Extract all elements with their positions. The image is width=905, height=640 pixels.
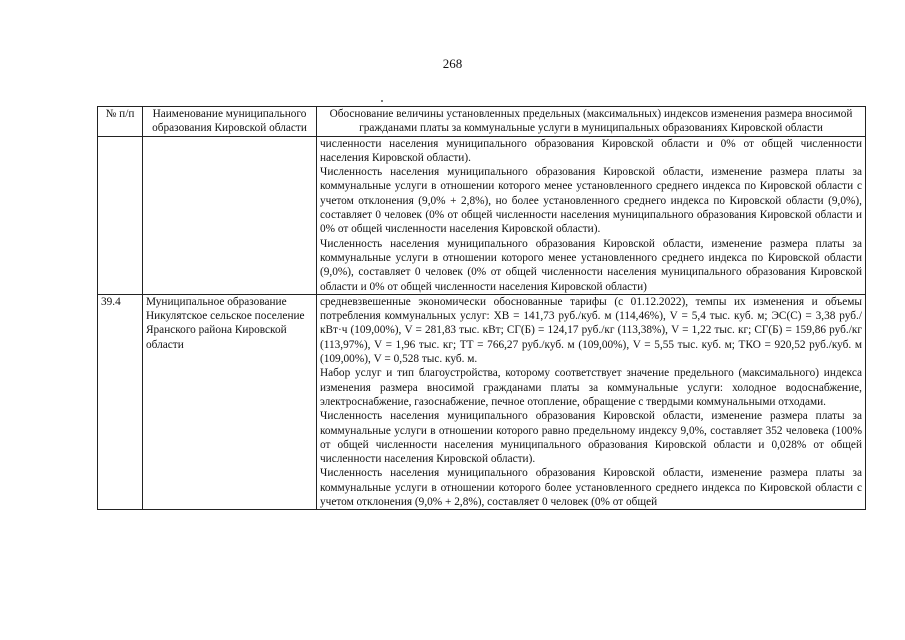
cell-municipality-name: Муниципальное образование Никулятское сельское поселение Яранского района Кировской области <box>143 294 317 509</box>
cell-justification <box>317 294 866 509</box>
paragraph: Численность населения муниципального образования Кировской области, изменение размера платы за коммунальные услуги в отношении которого менее установленного среднего индекса по Кировской области (9,0%), составляет 0 человек (0% от общей численности населения муниципального образования Кировской области и 0% от общей численности населения Кировской области) <box>320 237 862 293</box>
cell-name-empty <box>143 136 317 294</box>
header-municipality: Наименование муниципального образования Кировской области <box>143 107 317 137</box>
cell-number-empty <box>98 136 143 294</box>
table-header-row <box>98 107 866 137</box>
tariff-table <box>97 106 866 510</box>
table-row-continuation <box>98 136 866 294</box>
paragraph: Численность населения муниципального образования Кировской области, изменение размера платы за коммунальные услуги в отношении которого равно предельному индексу 9,0%, составляет 352 человека (100% от общей численности населения муниципального образования Кировской области и 0,028% от общей численности населения Кировской области). <box>320 410 862 466</box>
cell-number: 39.4 <box>98 294 143 509</box>
table-row-39-4 <box>98 294 866 509</box>
header-number: № п/п <box>98 107 143 137</box>
page-number: 268 <box>442 56 463 71</box>
paragraph: средневзвешенные экономически обоснованные тарифы (с 01.12.2022), темпы их изменения и объемы потребления коммунальных услуг: ХВ = 141,73 руб./куб. м (114,46%), V = 5,4 тыс. куб. м; ЭС(С) = 3,38 руб./кВт·ч (109,00%), V = 281,83 тыс. кВт; СГ(Б) = 124,17 руб./кг (113,38%), V = 1,22 тыс. кг; СГ(Б) = 159,86 руб./кг (113,97%), V = 1,96 тыс. кг; ТТ = 766,27 руб./куб. м (109,00%), V = 5,55 тыс. куб. м; ТКО = 920,52 руб./куб. м (109,00%), V = 0,528 тыс. куб. м. <box>320 295 862 366</box>
paragraph: Численность населения муниципального образования Кировской области, изменение размера платы за коммунальные услуги в отношении которого менее установленного среднего индекса по Кировской области с учетом отклонения (9,0% + 2,8%), но более установленного среднего индекса по Кировской области (9,0%), составляет 0 человек (0% от общей численности населения муниципального образования Кировской области и 0% от общей численности населения Кировской области). <box>320 166 862 236</box>
cell-justification <box>317 136 866 294</box>
scan-speck <box>381 100 383 102</box>
header-justification: Обоснование величины установленных предельных (максимальных) индексов изменения размера вносимой гражданами платы за коммунальные услуги в муниципальных образованиях Кировской области <box>317 107 866 137</box>
paragraph: Численность населения муниципального образования Кировской области, изменение размера платы за коммунальные услуги в отношении которого более установленного среднего индекса по Кировской области с учетом отклонения (9,0% + 2,8%), составляет 0 человек (0% от общей <box>320 467 862 509</box>
paragraph: численности населения муниципального образования Кировской области и 0% от общей численности населения Кировской области). <box>320 137 862 164</box>
paragraph: Набор услуг и тип благоустройства, которому соответствует значение предельного (максимального) индекса изменения размера вносимой гражданами платы за коммунальные услуги: холодное водоснабжение, электроснабжение, газоснабжение, печное отопление, обращение с твердыми коммунальными отходами. <box>320 367 862 408</box>
